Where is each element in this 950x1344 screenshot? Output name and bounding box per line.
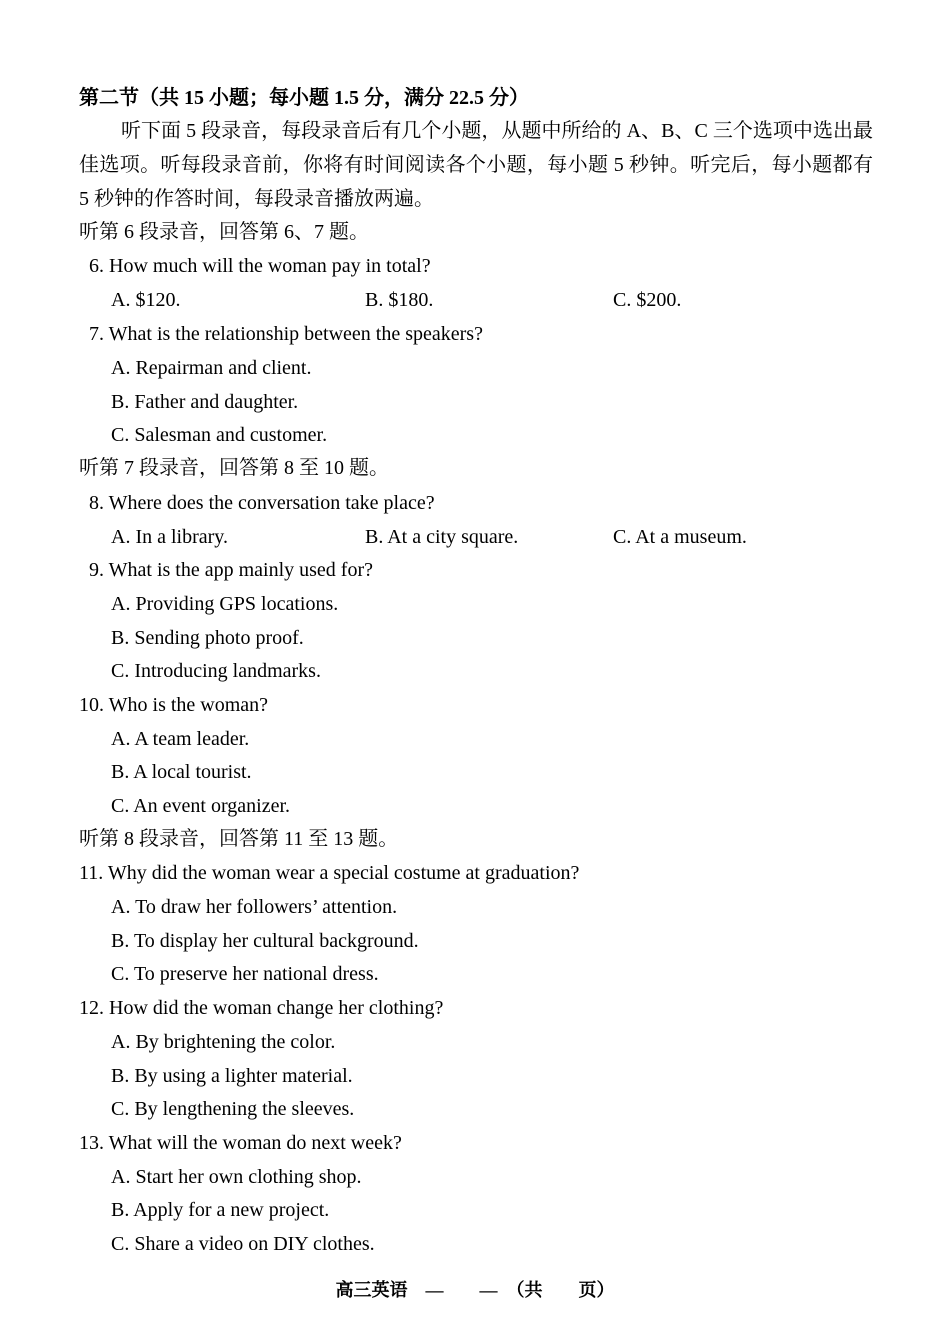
question-stem: 11. Why did the woman wear a special costume at graduation? bbox=[79, 862, 580, 884]
option-b: B. Father and daughter. bbox=[111, 391, 299, 413]
group-heading: 听第 6 段录音，回答第 6、7 题。 bbox=[79, 221, 369, 243]
option-b: B. Sending photo proof. bbox=[111, 627, 304, 649]
option-a: A. Repairman and client. bbox=[111, 357, 312, 379]
question-stem: 8. Where does the conversation take place? bbox=[89, 492, 435, 514]
question-stem: 12. How did the woman change her clothing? bbox=[79, 997, 444, 1019]
option-c: C. To preserve her national dress. bbox=[111, 963, 379, 985]
option-c: C. Salesman and customer. bbox=[111, 424, 328, 446]
option-c: C. At a museum. bbox=[613, 526, 747, 548]
option-a: A. To draw her followers’ attention. bbox=[111, 896, 398, 918]
option-a: A. By brightening the color. bbox=[111, 1031, 336, 1053]
option-c: C. Share a video on DIY clothes. bbox=[111, 1233, 375, 1255]
question-stem: 9. What is the app mainly used for? bbox=[89, 559, 374, 581]
option-b: B. Apply for a new project. bbox=[111, 1199, 330, 1221]
option-b: B. At a city square. bbox=[365, 526, 519, 548]
footer-text: 高三英语 — — （共 页） bbox=[335, 1280, 615, 1300]
question-stem: 7. What is the relationship between the speakers? bbox=[89, 323, 483, 345]
option-a: A. Providing GPS locations. bbox=[111, 593, 339, 615]
option-b: B. By using a lighter material. bbox=[111, 1065, 353, 1087]
option-c: C. An event organizer. bbox=[111, 795, 291, 817]
section-title: 第二节（共 15 小题；每小题 1.5 分，满分 22.5 分） bbox=[79, 87, 529, 109]
option-c: C. $200. bbox=[613, 289, 682, 311]
option-a: A. In a library. bbox=[111, 526, 228, 548]
page-footer bbox=[0, 1278, 950, 1302]
option-a: A. $120. bbox=[111, 289, 181, 311]
group-heading: 听第 7 段录音，回答第 8 至 10 题。 bbox=[79, 457, 389, 479]
option-b: B. $180. bbox=[365, 289, 434, 311]
question-stem: 6. How much will the woman pay in total? bbox=[89, 255, 431, 277]
question-stem: 10. Who is the woman? bbox=[79, 694, 269, 716]
option-b: B. A local tourist. bbox=[111, 761, 252, 783]
question-stem: 13. What will the woman do next week? bbox=[79, 1132, 402, 1154]
option-a: A. A team leader. bbox=[111, 728, 250, 750]
group-heading: 听第 8 段录音，回答第 11 至 13 题。 bbox=[79, 828, 399, 850]
option-b: B. To display her cultural background. bbox=[111, 930, 419, 952]
instructions: 听下面 5 段录音，每段录音后有几个小题，从题中所给的 A、B、C 三个选项中选出最佳选项。听每段录音前，你将有时间阅读各个小题，每小题 5 秒钟。听完后，每小题都有 5 秒钟的作答时间，每段录音播放两遍。 bbox=[79, 120, 873, 210]
option-c: C. By lengthening the sleeves. bbox=[111, 1098, 355, 1120]
option-a: A. Start her own clothing shop. bbox=[111, 1166, 362, 1188]
option-c: C. Introducing landmarks. bbox=[111, 660, 321, 682]
